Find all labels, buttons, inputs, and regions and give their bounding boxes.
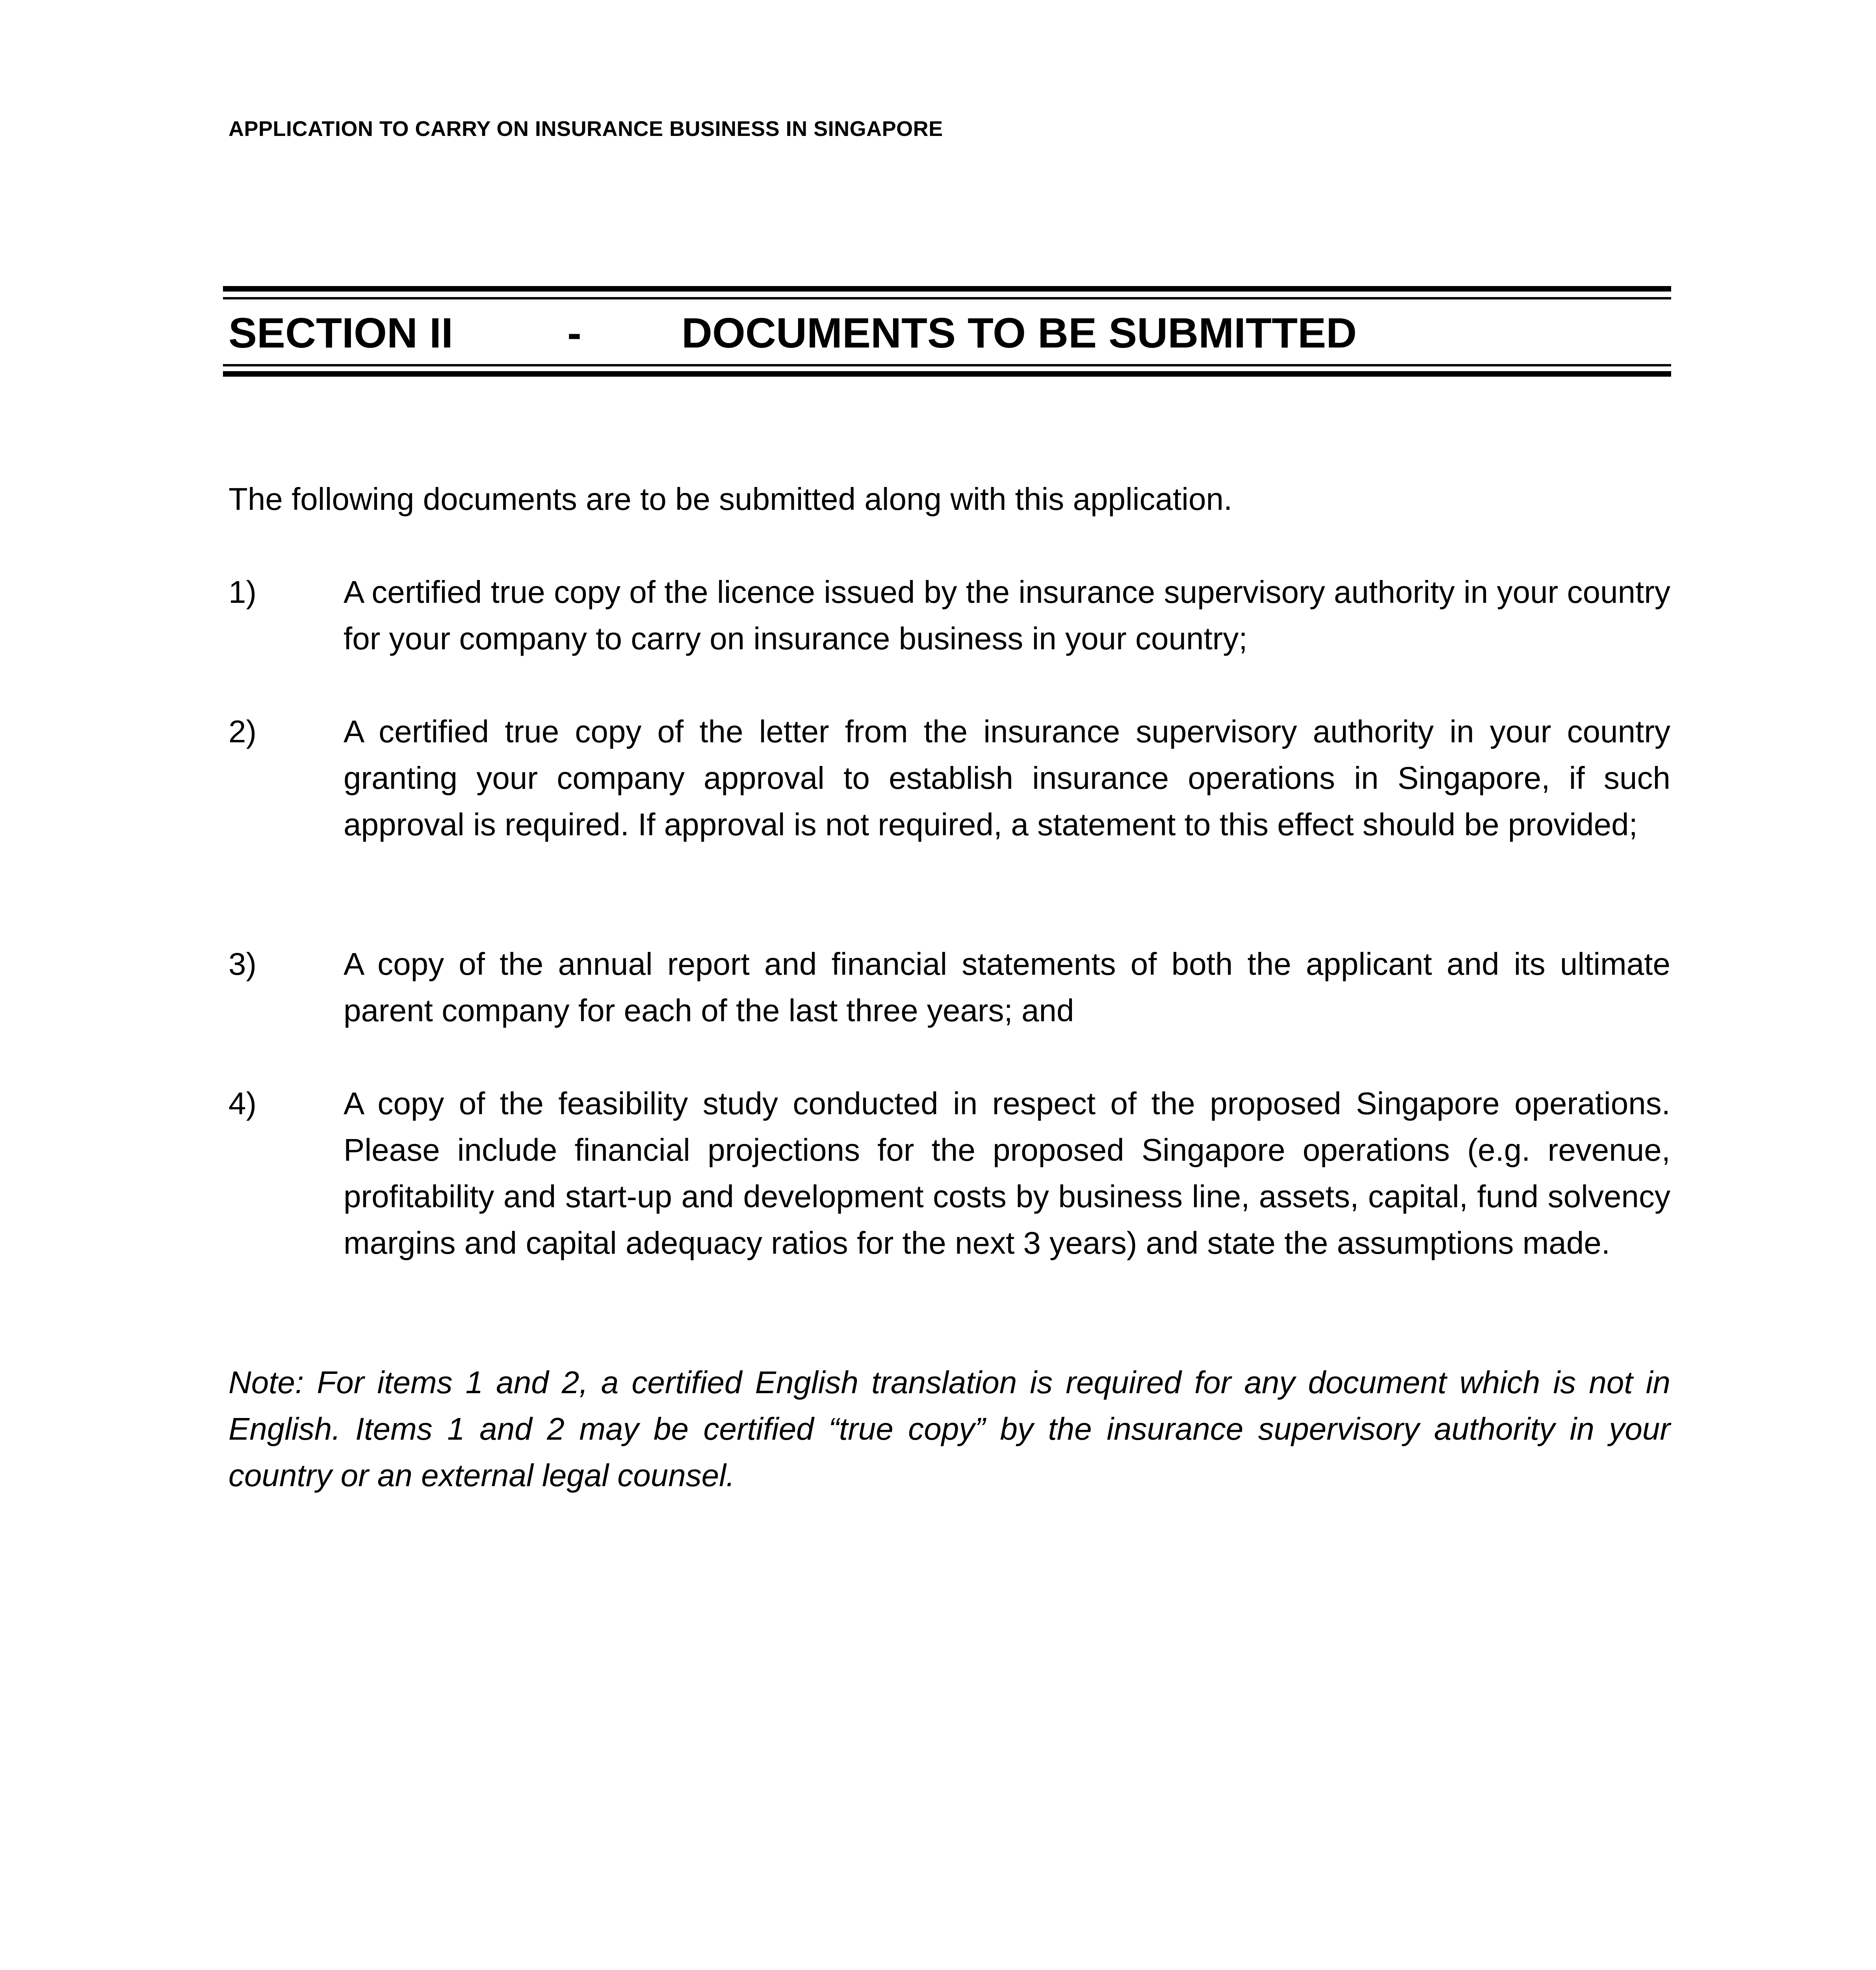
section-rule-bottom-thick xyxy=(223,371,1671,377)
section-rule-top-thick xyxy=(223,286,1671,292)
intro-paragraph: The following documents are to be submitted along with this application. xyxy=(228,481,1233,517)
note-paragraph: Note: For items 1 and 2, a certified English translation is required for any document which is not in English. Items 1 and 2 may be certified “true copy” by the insurance supervisory authority in your country or an external legal counsel. xyxy=(228,1365,1670,1493)
list-item-number: 4) xyxy=(228,1086,257,1121)
list-item-text: A certified true copy of the letter from the insurance supervisory authority in your country granting your company approval to establish insurance operations in Singapore, if such approval is required. If approval is not required, a statement to this effect should be provided; xyxy=(344,714,1670,842)
section-heading xyxy=(228,303,1670,362)
list-item-number: 2) xyxy=(228,714,257,749)
list-item-number: 1) xyxy=(228,574,257,610)
list-item-text: A copy of the feasibility study conducted in respect of the proposed Singapore operations. Please include financial projections for the proposed Singapore operations (e.g. revenue, profitability and start-up and development costs by business line, assets, capital, fund solvency margins and capital adequacy ratios for the next 3 years) and state the assumptions made. xyxy=(344,1086,1670,1260)
section-title: DOCUMENTS TO BE SUBMITTED xyxy=(682,309,1357,357)
section-separator: - xyxy=(567,309,581,357)
section-rule-bottom-thin xyxy=(223,364,1671,366)
list-item-number: 3) xyxy=(228,946,257,981)
list-item-text: A certified true copy of the licence issued by the insurance supervisory authority in your country for your company to carry on insurance business in your country; xyxy=(344,574,1670,656)
section-rule-top-thin xyxy=(223,297,1671,299)
list-item-text: A copy of the annual report and financial statements of both the applicant and its ultimate parent company for each of the last three years; and xyxy=(344,946,1670,1028)
running-header: APPLICATION TO CARRY ON INSURANCE BUSINESS IN SINGAPORE xyxy=(228,117,943,141)
section-label: SECTION II xyxy=(228,309,453,357)
